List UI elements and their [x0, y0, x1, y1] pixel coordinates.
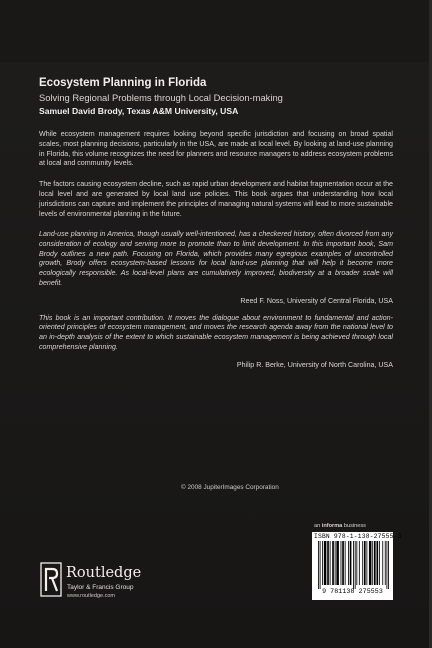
- barcode-bar: [362, 541, 363, 585]
- endorsement-quote: This book is an important contribution. It moves the dialogue about environment to fundamental and action-oriented principles of ecosystem management, and moves the research agenda away from the national level to an in-depth analysis of the extent to which sustainable ecosystem management is being achieved through local comprehensive planning.: [39, 313, 393, 351]
- endorsement-attribution: Philip R. Berke, University of North Carolina, USA: [236, 360, 393, 369]
- description-paragraph: While ecosystem management requires looking beyond specific jurisdiction and focusing on broad spatial scales, most planning decisions, particularly in the USA, are made at local level. By looking at land-use planning in Florida, this volume recognizes the need for planners and resource managers to address ecosystem problems at local and community levels.: [39, 130, 393, 168]
- barcode-bar: [341, 541, 342, 585]
- routledge-r-icon: [40, 562, 62, 597]
- publisher-url: www.routledge.com: [67, 593, 115, 599]
- barcode-bar: [382, 541, 383, 585]
- cover-text: [39, 76, 393, 370]
- barcode-bar: [379, 541, 380, 585]
- informa-business-tag: [314, 523, 366, 529]
- book-author: Samuel David Brody, Texas A&M University, USA: [39, 106, 239, 116]
- top-band: [0, 0, 432, 62]
- barcode-bar: [330, 541, 331, 585]
- barcode-bar: [372, 541, 373, 585]
- endorsement-attribution: Reed F. Noss, University of Central Florida, USA: [240, 296, 393, 305]
- barcode-bar: [336, 541, 339, 585]
- informa-suffix: business: [342, 523, 366, 529]
- book-title: Ecosystem Planning in Florida: [39, 77, 207, 89]
- barcode-bar: [324, 541, 327, 585]
- barcode-bar: [318, 541, 319, 589]
- barcode-bar: [386, 541, 387, 589]
- barcode-bar: [364, 541, 366, 585]
- ean-digits: 9 781138 275553: [322, 588, 383, 595]
- barcode-bar: [345, 541, 346, 585]
- publisher-group: Taylor & Francis Group: [67, 584, 134, 591]
- barcode-bar: [356, 541, 357, 585]
- barcode-bar: [320, 541, 321, 589]
- endorsement: [39, 230, 393, 305]
- book-subtitle: Solving Regional Problems through Local Decision-making: [39, 92, 283, 103]
- barcode-bar: [385, 541, 386, 585]
- barcode-bar: [353, 541, 354, 589]
- barcode-bar: [355, 541, 356, 589]
- image-credit: © 2008 JupiterImages Corporation: [181, 484, 279, 491]
- barcode-bar: [388, 541, 389, 589]
- barcode-bar: [342, 541, 344, 585]
- informa-prefix: an: [314, 523, 322, 529]
- barcode-bar: [348, 541, 349, 585]
- barcode-bars: [318, 541, 389, 589]
- isbn-label: ISBN 978-1-138-27555-3: [314, 533, 402, 540]
- barcode-bar: [369, 541, 372, 585]
- informa-brand: informa: [321, 523, 343, 529]
- barcode-bar: [376, 541, 378, 585]
- publisher-name: Routledge: [66, 565, 142, 581]
- barcode-bar: [359, 541, 360, 585]
- barcode-bar: [335, 541, 336, 585]
- description-paragraph: The factors causing ecosystem decline, such as rapid urban development and habitat fragmentation occur at the local level and are generated by local land use policies. This book argues that understanding how local jurisdictions can capture and implement the principles of managing natural systems will lead to more sustainable levels of environmental planning in the future.: [39, 180, 393, 218]
- endorsement: [39, 314, 393, 370]
- barcode-bar: [374, 541, 376, 585]
- endorsement-quote: Land-use planning in America, though usually well-intentioned, has a checkered history, often divorced from any consideration of ecology and serving more to promote than to limit development. In this important book, Sam Brody outlines a new path. Focusing on Florida, which provides many egregious examples of uncontrolled growth, Brody offers ecosystem-based lessons for local land-use planning that will help it become more ecologically responsible. As local-level plans are cumulatively improved, biodiversity at a broader scale will benefit.: [39, 230, 393, 287]
- barcode-bar: [332, 541, 334, 585]
- barcode-bar: [327, 541, 329, 585]
- isbn-barcode: [312, 532, 402, 600]
- barcode-bar: [366, 541, 367, 585]
- barcode-bar: [350, 541, 352, 585]
- publisher-logo: [40, 562, 190, 612]
- barcode-bar: [322, 541, 323, 585]
